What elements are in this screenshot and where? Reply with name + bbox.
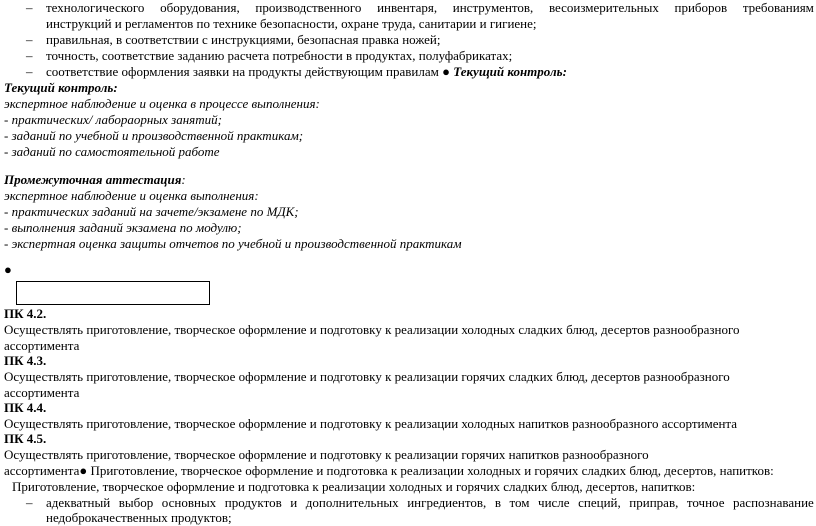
interim-heading: Промежуточная аттестация — [4, 172, 182, 187]
list-dash: – — [26, 64, 33, 79]
word: технологического — [46, 0, 145, 15]
list-dash: – — [26, 48, 33, 63]
list-bottom-item-line1 — [46, 495, 814, 511]
list-dash: – — [26, 32, 33, 47]
list-bottom-item-line2: недоброкачественных продуктов; — [46, 510, 232, 525]
word: в — [494, 495, 501, 510]
list-item-4-text: соответствие оформления заявки на продукты действующим правилам — [46, 64, 439, 79]
word: весоизмерительных — [548, 0, 659, 15]
word: распознавание — [733, 495, 814, 510]
summary-line: Приготовление, творческое оформление и подготовка к реализации холодных и горячих сладких блюд, десертов, напитков: — [12, 479, 696, 494]
competency-desc: Осуществлять приготовление, творческое оформление и подготовку к реализации холодных сладких блюд, десертов разнообразного — [4, 322, 740, 337]
word: выбор — [118, 495, 154, 510]
word: основных — [161, 495, 217, 510]
list-item-3: точность, соответствие заданию расчета потребности в продуктах, полуфабрикатах; — [46, 48, 513, 63]
word: требованиям — [742, 0, 814, 15]
word: оборудования, — [160, 0, 240, 15]
interim-intro: экспертное наблюдение и оценка выполнения: — [4, 188, 259, 203]
current-control-heading: Текущий контроль: — [4, 80, 118, 95]
competency-desc: Осуществлять приготовление, творческое оформление и подготовку к реализации горячих сладких блюд, десертов разнообразного — [4, 369, 730, 384]
current-control-item: - заданий по самостоятельной работе — [4, 144, 220, 159]
competency-desc — [4, 463, 774, 479]
competency-desc: Осуществлять приготовление, творческое оформление и подготовку к реализации горячих напитков разнообразного — [4, 447, 649, 462]
word: дополнительных — [305, 495, 399, 510]
word: производственного — [255, 0, 362, 15]
competency-code: ПК 4.4. — [4, 400, 47, 415]
word: числе — [538, 495, 570, 510]
competency-desc-start: ассортимента — [4, 463, 80, 478]
competency-desc-rest: Приготовление, творческое оформление и подготовка к реализации холодных и горячих сладких блюд, десертов, напитков: — [87, 463, 774, 478]
current-control-item: - заданий по учебной и производственной практикам; — [4, 128, 304, 143]
word: приправ, — [629, 495, 679, 510]
competency-desc: Осуществлять приготовление, творческое оформление и подготовку к реализации холодных напитков разнообразного ассортимента — [4, 416, 738, 431]
competency-code: ПК 4.5. — [4, 431, 47, 446]
current-control-intro: экспертное наблюдение и оценка в процессе выполнения: — [4, 96, 320, 111]
word: приборов — [674, 0, 728, 15]
word: ингредиентов, — [407, 495, 487, 510]
competency-code: ПК 4.2. — [4, 306, 47, 321]
inline-heading: Текущий контроль: — [453, 64, 567, 79]
competency-desc: ассортимента — [4, 385, 80, 400]
word: продуктов — [224, 495, 282, 510]
interim-item: - выполнения заданий экзамена по модулю; — [4, 220, 242, 235]
bullet-icon: ● — [442, 64, 450, 79]
bullet-icon: ● — [79, 463, 88, 478]
list-item-2: правильная, в соответствии с инструкциями, безопасная правка ножей; — [46, 32, 441, 47]
empty-frame — [16, 281, 210, 305]
competency-code: ПК 4.3. — [4, 353, 47, 368]
interim-colon: : — [181, 172, 186, 187]
word: инвентаря, — [377, 0, 438, 15]
list-dash: – — [26, 495, 33, 510]
list-item-1-line1 — [46, 0, 814, 16]
list-item-1-line2: инструкций и регламентов по технике безопасности, охране труда, санитарии и гигиене; — [46, 16, 537, 31]
bullet-icon: ● — [4, 262, 12, 277]
word: инструментов, — [452, 0, 534, 15]
interim-heading-line — [4, 172, 186, 188]
list-dash: – — [26, 0, 33, 15]
word: точное — [686, 495, 725, 510]
interim-item: - экспертная оценка защиты отчетов по учебной и производственной практикам — [4, 236, 462, 251]
list-item-4 — [46, 64, 567, 80]
current-control-item: - практических/ лабораорных занятий; — [4, 112, 222, 127]
word: специй, — [578, 495, 621, 510]
word: адекватный — [46, 495, 111, 510]
interim-item: - практических заданий на зачете/экзамене по МДК; — [4, 204, 299, 219]
word: том — [509, 495, 530, 510]
competency-desc: ассортимента — [4, 338, 80, 353]
word: и — [290, 495, 298, 510]
